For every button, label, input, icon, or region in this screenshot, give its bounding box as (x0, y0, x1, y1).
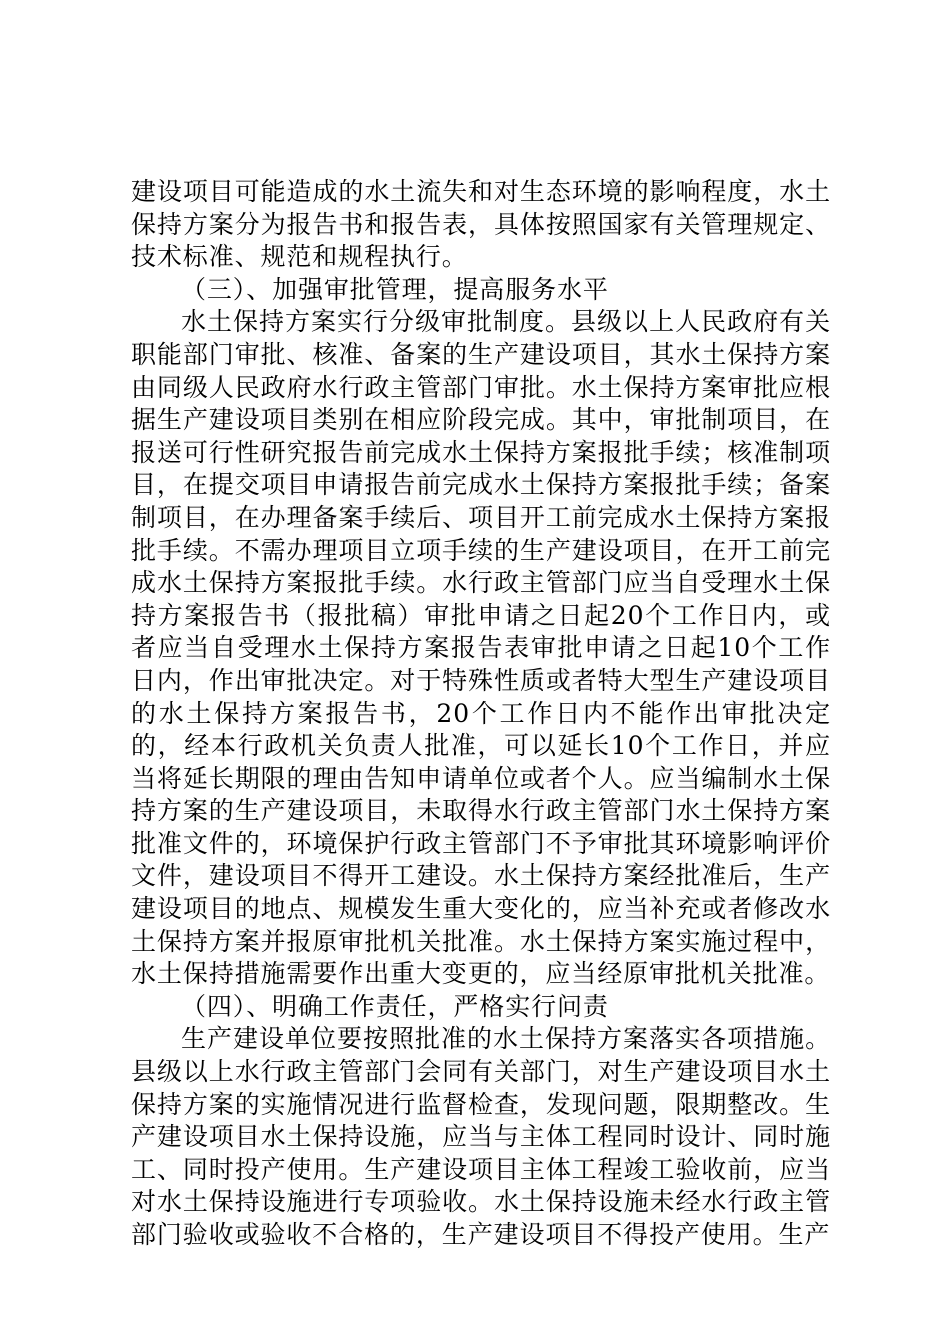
body-paragraph-responsibility: 生产建设单位要按照批准的水土保持方案落实各项措施。县级以上水行政主管部门会同有关部门，对生产建设项目水土保持方案的实施情况进行监督检查，发现问题，限期整改。生产建设项目水土保持设施，应当与主体工程同时设计、同时施工、同时投产使用。生产建设项目主体工程竣工验收前，应当对水土保持设施进行专项验收。水土保持设施未经水行政主管部门验收或验收不合格的，生产建设项目不得投产使用。生产 (131, 1024, 831, 1249)
body-paragraph-continued: 建设项目可能造成的水土流失和对生态环境的影响程度，水土保持方案分为报告书和报告表，具体按照国家有关管理规定、技术标准、规范和规程执行。 (131, 177, 831, 272)
section-heading-4: （四）、明确工作责任，严格实行问责 (181, 991, 609, 1021)
body-paragraph-approval: 水土保持方案实行分级审批制度。县级以上人民政府有关职能部门审批、核准、备案的生产建设项目，其水土保持方案由同级人民政府水行政主管部门审批。水土保持方案审批应根据生产建设项目类别在相应阶段完成。其中，审批制项目，在报送可行性研究报告前完成水土保持方案报批手续；核准制项目，在提交项目申请报告前完成水土保持方案报批手续；备案制项目，在办理备案手续后、项目开工前完成水土保持方案报批手续。不需办理项目立项手续的生产建设项目，在开工前完成水土保持方案报批手续。水行政主管部门应当自受理水土保持方案报告书（报批稿）审批申请之日起20个工作日内，或者应当自受理水土保持方案报告表审批申请之日起10个工作日内，作出审批决定。对于特殊性质或者特大型生产建设项目的水土保持方案报告书，20个工作日内不能作出审批决定的，经本行政机关负责人批准，可以延长10个工作日，并应当将延长期限的理由告知申请单位或者个人。应当编制水土保持方案的生产建设项目，未取得水行政主管部门水土保持方案批准文件的，环境保护行政主管部门不予审批其环境影响评价文件，建设项目不得开工建设。水土保持方案经批准后，生产建设项目的地点、规模发生重大变化的，应当补充或者修改水土保持方案并报原审批机关批准。水土保持方案实施过程中，水土保持措施需要作出重大变更的，应当经原审批机关批准。 (131, 307, 831, 989)
document-body (131, 176, 831, 1252)
section-heading-3: （三）、加强审批管理，提高服务水平 (181, 274, 609, 304)
